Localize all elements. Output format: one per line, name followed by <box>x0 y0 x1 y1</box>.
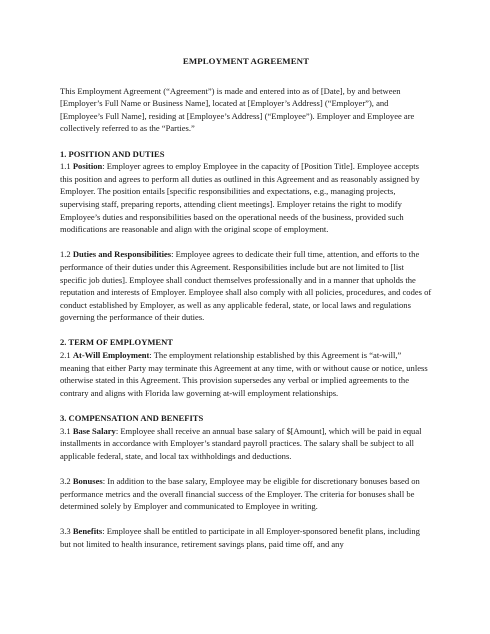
section-heading: 3. COMPENSATION AND BENEFITS <box>60 413 204 424</box>
clause-number: 1.1 <box>60 161 71 172</box>
section-term-of-employment <box>60 336 432 399</box>
clause-text: : Employer agrees to employ Employee in the capacity of [Position Title]. Employee accepts this position and agrees to perform all duties as outlined in this Agreement and as reasonably assigned by Employer. The position entails [specific responsibilities and expectations, e.g., managing projects, supervising staff, preparing reports, attending client meetings]. Employer retains the right to modify Employee’s duties and responsibilities based on the operational needs of the business, provided such modifications are reasonable and align with the original scope of employment. <box>60 161 420 235</box>
clause-text: : In addition to the base salary, Employee may be eligible for discretionary bonuses based on performance metrics and the overall financial success of the Employer. The criteria for bonuses shall be determined solely by Employer and communicated to Employee in writing. <box>60 476 420 512</box>
section-heading: 1. POSITION AND DUTIES <box>60 148 165 159</box>
clause-text: : Employee shall receive an annual base salary of $[Amount], which will be paid in equal installments in accordance with Employer’s standard payroll practices. The salary shall be subject to all applicable federal, state, and local tax withholdings and deductions. <box>60 425 422 461</box>
document-page <box>60 55 432 563</box>
clause-label: Benefits <box>72 526 103 537</box>
clause-label: Base Salary <box>72 425 116 436</box>
section-compensation-and-benefits <box>60 412 432 551</box>
clause-2-1 <box>60 349 432 399</box>
section-heading: 2. TERM OF EMPLOYMENT <box>60 337 174 348</box>
clause-number: 1.2 <box>60 249 71 260</box>
clause-number: 2.1 <box>60 350 71 361</box>
clause-3-1 <box>60 425 432 463</box>
clause-label: Bonuses <box>72 476 103 486</box>
clause-label: At-Will Employment <box>72 350 150 361</box>
intro-paragraph: This Employment Agreement (“Agreement”) is made and entered into as of [Date], by and between [Employer’s Full Name or Business Name], located at [Employer’s Address] (“Employer”), and [Employee’s Full Name], residing at [Employee’s Address] (“Employee”). Employer and Employee are collectively referred to as the “Parties.” <box>60 85 415 134</box>
document-title: EMPLOYMENT AGREEMENT <box>182 56 310 66</box>
clause-number: 3.2 <box>60 476 71 486</box>
clause-text: : Employee shall be entitled to participate in all Employer-sponsored benefit plans, including but not limited to health insurance, retirement savings plans, paid time off, and any <box>60 526 420 549</box>
clause-3-3 <box>60 525 432 550</box>
clause-number: 3.3 <box>60 526 71 537</box>
clause-text: : Employee agrees to dedicate their full time, attention, and efforts to the performance of their duties under this Agreement. Responsibilities include but are not limited to [list specific job duties]. Employee shall conduct themselves professionally and in a manner that upholds the reputation and interests of Employer. Employee shall also comply with all policies, procedures, and codes of conduct established by Employer, as well as any applicable federal, state, or local laws and regulations governing the performance of their duties. <box>60 249 432 323</box>
clause-3-2 <box>60 475 432 513</box>
section-position-and-duties <box>60 148 432 324</box>
clause-1-1 <box>60 160 432 236</box>
clause-label: Duties and Responsibilities <box>72 249 172 260</box>
clause-label: Position <box>72 161 103 172</box>
clause-text: : The employment relationship established by this Agreement is “at-will,” meaning that either Party may terminate this Agreement at any time, with or without cause or notice, unless otherwise stated in this Agreement. This provision supersedes any verbal or implied agreements to the contrary and aligns with Florida law governing at-will employment relationships. <box>60 350 428 398</box>
clause-1-2 <box>60 248 432 324</box>
clause-number: 3.1 <box>60 425 71 436</box>
